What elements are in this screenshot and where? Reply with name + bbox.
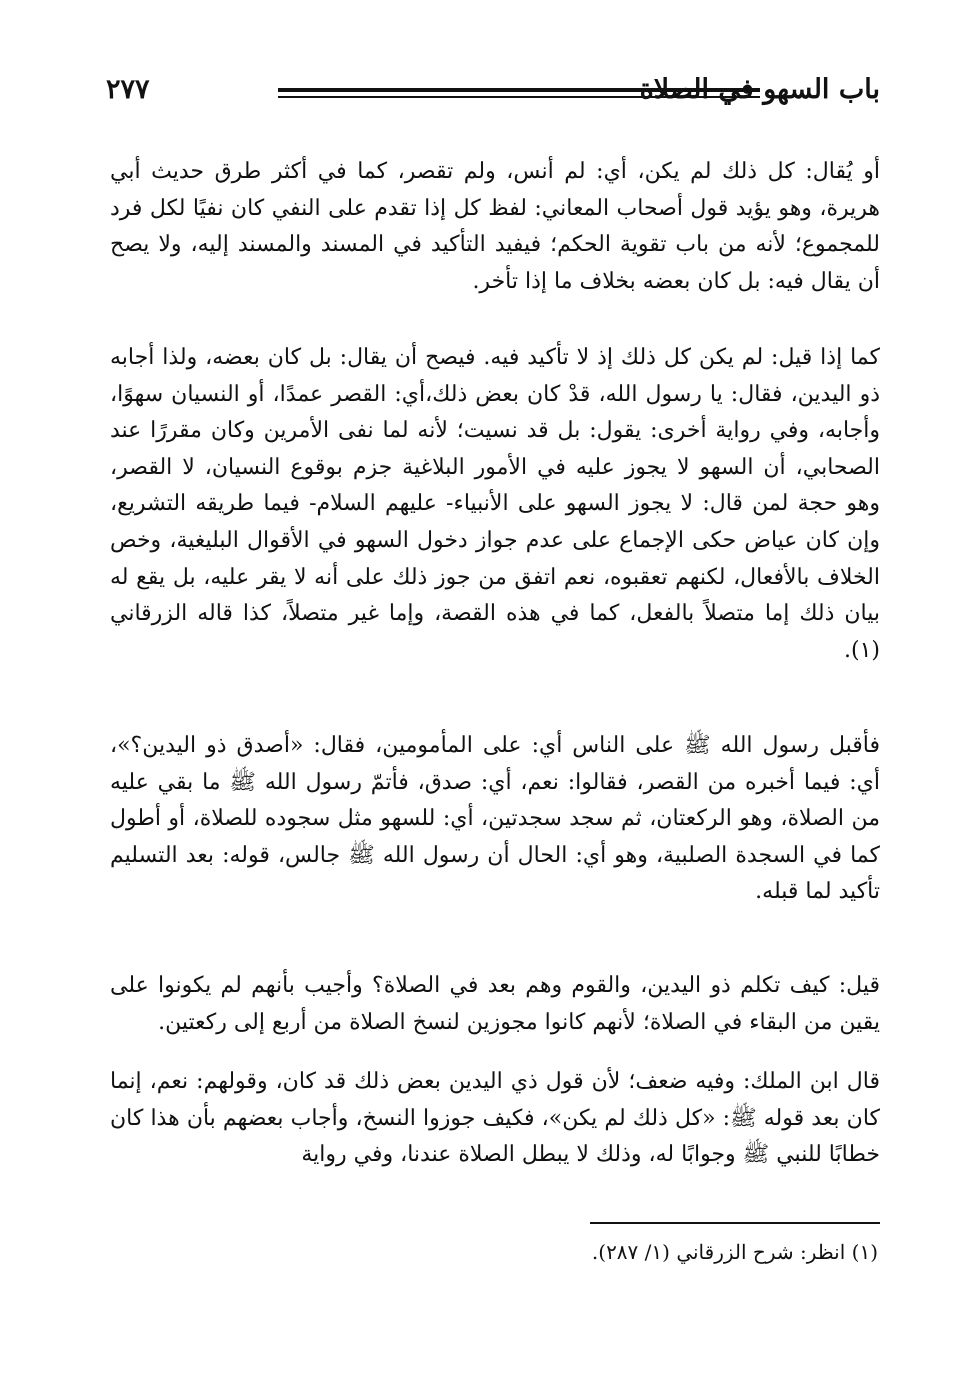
paragraph-5: [110, 1064, 880, 1174]
paragraph-text: قال ابن الملك: وفيه ضعف؛ لأن قول ذي اليدين بعض ذلك قد كان، وقولهم: نعم، إنما كان بعد قوله ﷺ: «كل ذلك لم يكن»، فكيف جوزوا النسخ، وأجاب بعضهم بأن هذا كان خطابًا للنبي ﷺ وجوابًا له، وذلك لا يبطل الصلاة عندنا، وفي رواية: [110, 1069, 880, 1168]
paragraph-4: [110, 968, 880, 1041]
paragraph-1: [110, 154, 880, 300]
paragraph-text: كما إذا قيل: لم يكن كل ذلك إذ لا تأكيد فيه. فيصح أن يقال: بل كان بعضه، ولذا أجابه ذو اليدين، فقال: يا رسول الله، قدْ كان بعض ذلك،أي: القصر عمدًا، أو النسيان سهوًا، وأجابه، وفي رواية أخرى: يقول: بل قد نسيت؛ لأنه لما نفى الأمرين وكان مقررًا عند الصحابي، أن السهو لا يجوز عليه في الأمور البلاغية جزم بوقوع النسيان، لا القصر، وهو حجة لمن قال: لا يجوز السهو على الأنبياء- عليهم السلام- فيما طريقه التشريع، وإن كان عياض حكى الإجماع على عدم جواز دخول السهو في الأقوال البليغية، وخص الخلاف بالأفعال، لكنهم تعقبوه، نعم اتفق من جوز ذلك على أنه لا يقر عليه، بل يقع له بيان ذلك إما متصلاً بالفعل، كما في هذه القصة، وإما غير متصلاً، كذا قاله الزرقاني (١).: [110, 345, 880, 663]
paragraph-text: أو يُقال: كل ذلك لم يكن، أي: لم أنس، ولم تقصر، كما في أكثر طرق حديث أبي هريرة، وهو يؤيد قول أصحاب المعاني: لفظ كل إذا تقدم على النفي كان نفيًا لكل فرد للمجموع؛ لأنه من باب تقوية الحكم؛ فيفيد التأكيد في المسند والمسند إليه، ولا يصح أن يقال فيه: بل كان بعضه بخلاف ما إذا تأخر.: [110, 159, 880, 294]
paragraph-text: فأقبل رسول الله ﷺ على الناس أي: على المأمومين، فقال: «أصدق ذو اليدين؟»، أي: فيما أخبره من القصر، فقالوا: نعم، أي: صدق، فأتمّ رسول الله ﷺ ما بقي عليه من الصلاة، وهو الركعتان، ثم سجد سجدتين، أي: للسهو مثل سجوده للصلاة، أو أطول كما في السجدة الصلبية، وهو أي: الحال أن رسول الله ﷺ جالس، قوله: بعد التسليم تأكيد لما قبله.: [110, 733, 880, 905]
footnote-divider: [590, 1222, 880, 1224]
page-number: ٢٧٧: [106, 74, 150, 105]
chapter-title: باب السهو في الصلاة: [639, 74, 880, 105]
footnote: (١) انظر: شرح الزرقاني (١/ ٢٨٧).: [591, 1240, 878, 1264]
page-header: [100, 74, 880, 114]
paragraph-3: [110, 728, 880, 911]
paragraph-text: قيل: كيف تكلم ذو اليدين، والقوم وهم بعد في الصلاة؟ وأجيب بأنهم لم يكونوا على يقين من البقاء في الصلاة؛ لأنهم كانوا مجوزين لنسخ الصلاة من أربع إلى ركعتين.: [110, 973, 880, 1035]
paragraph-2: [110, 340, 880, 669]
